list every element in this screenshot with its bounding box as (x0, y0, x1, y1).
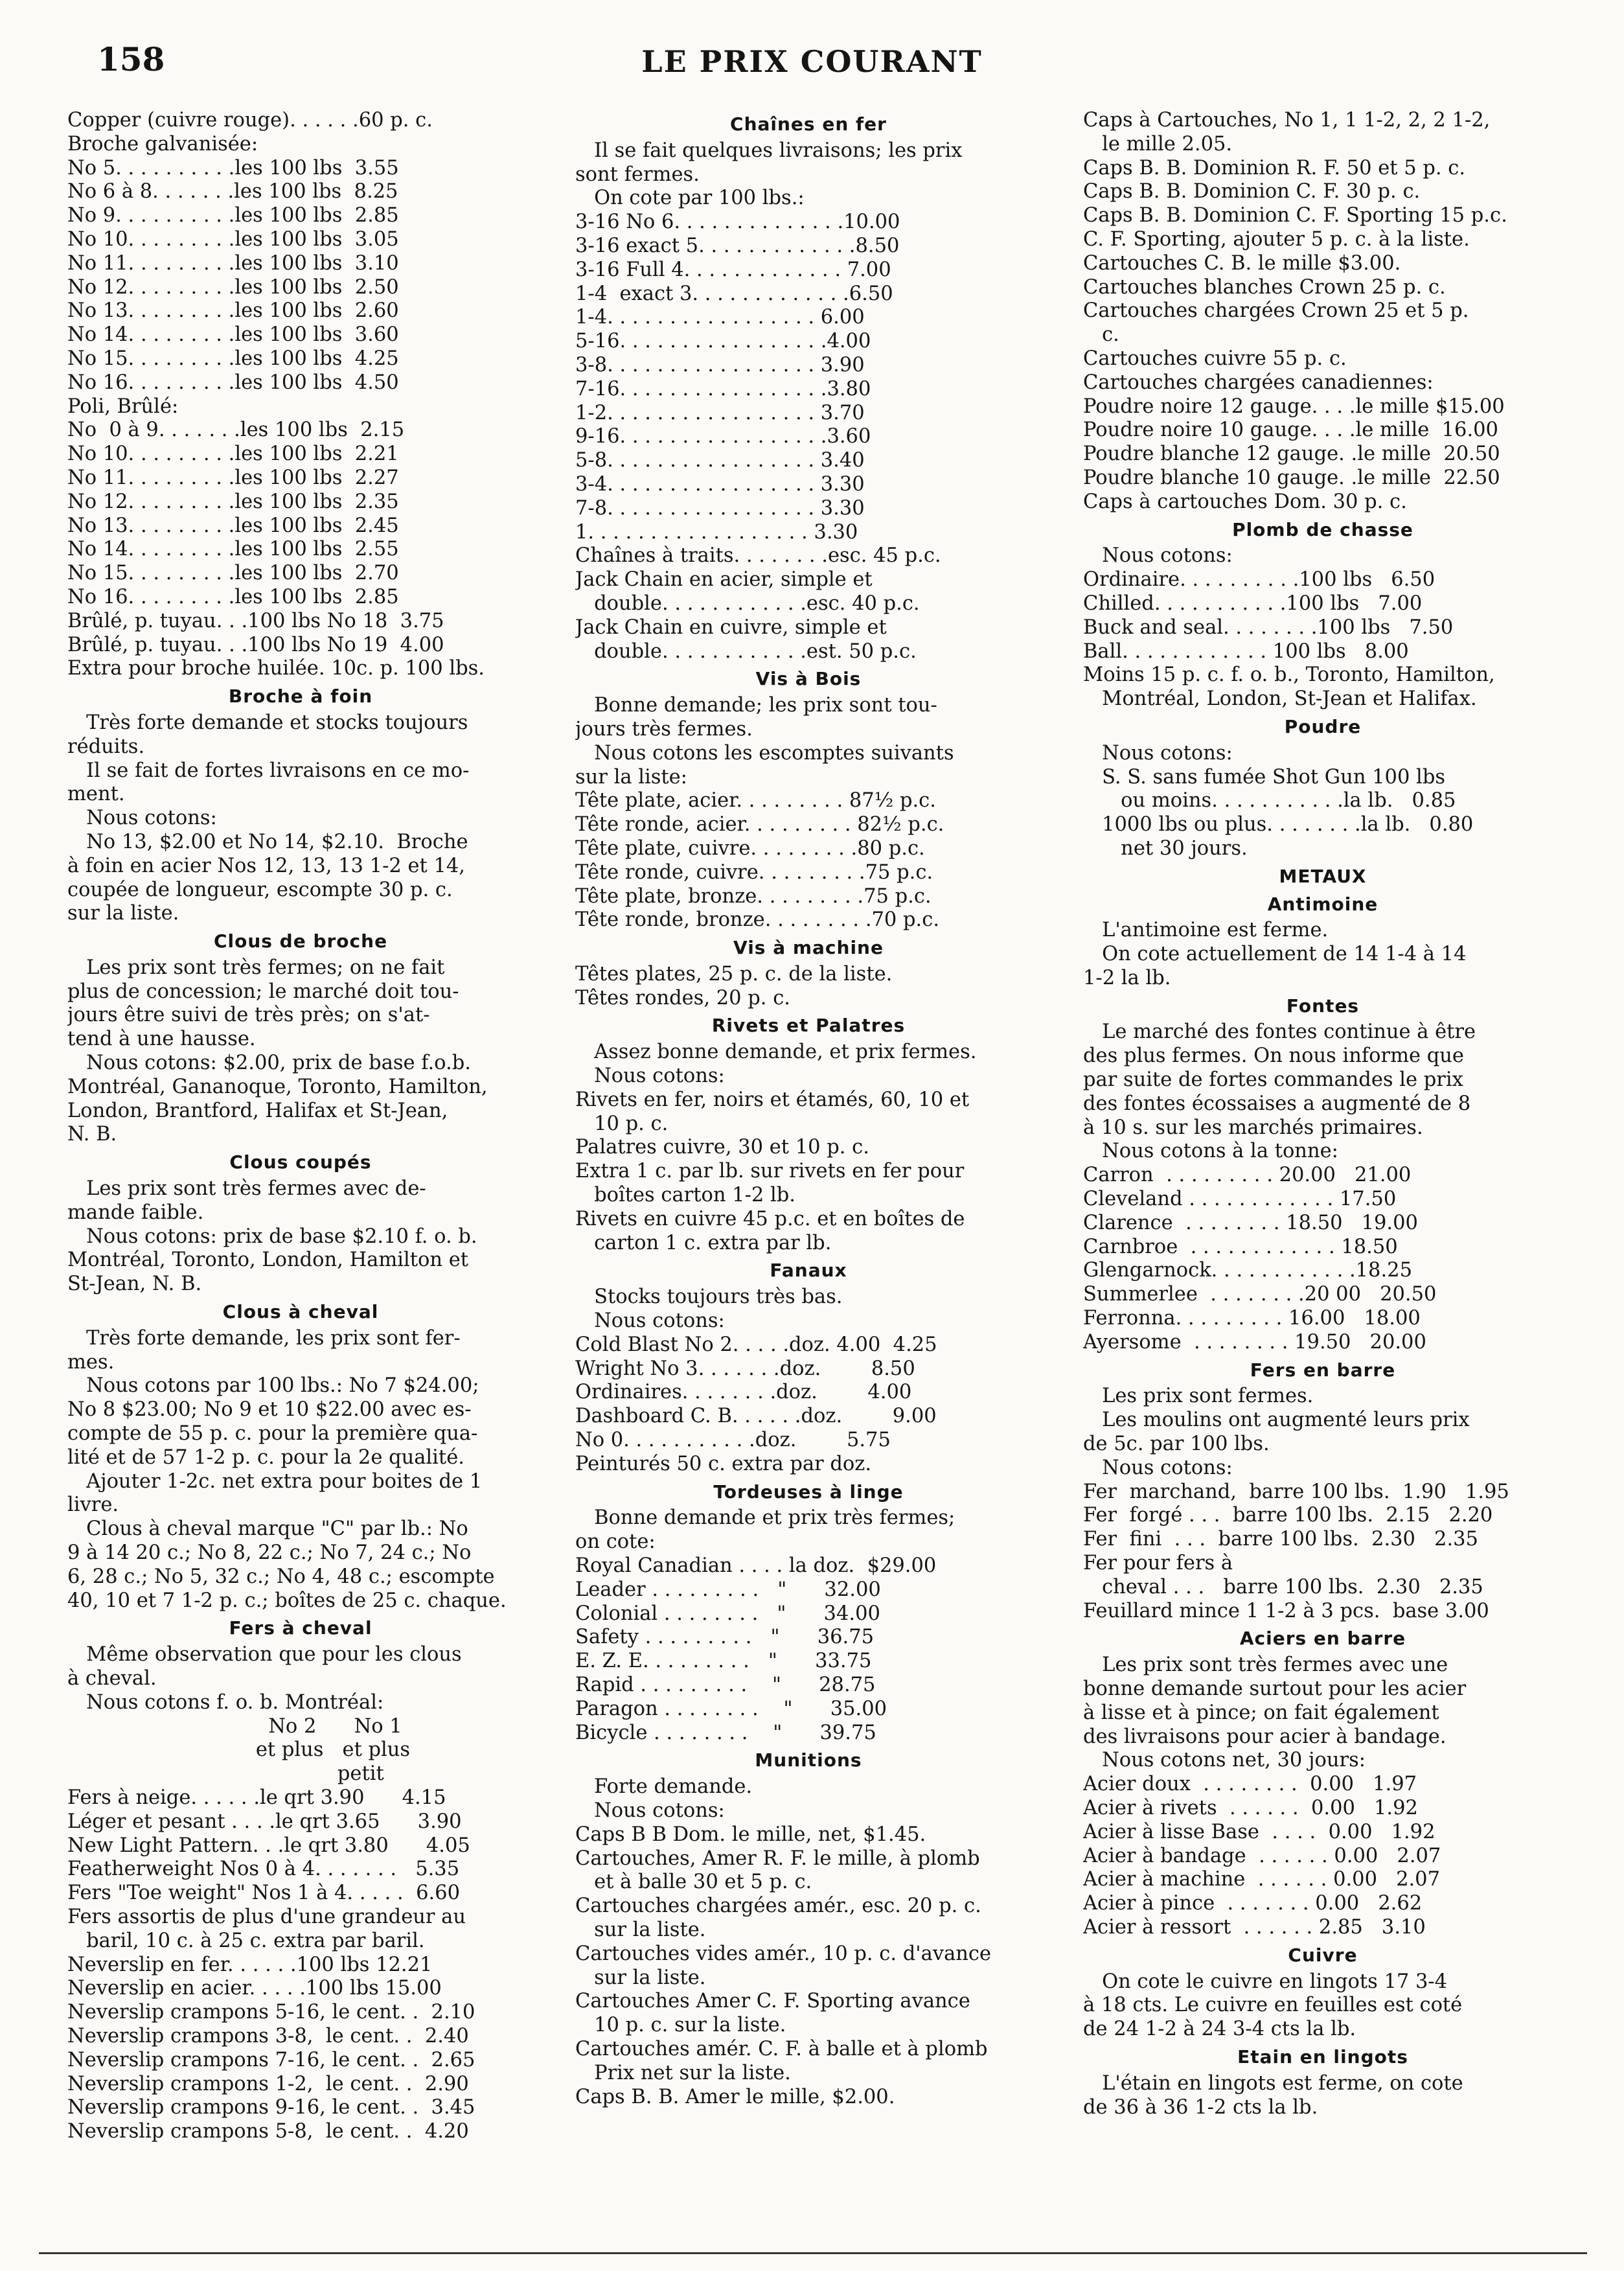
price-line: 3-8. . . . . . . . . . . . . . . . . 3.90 (575, 353, 865, 376)
price-line: Leader . . . . . . . . . " 32.00 (575, 1578, 881, 1601)
section-heading: Vis à Bois (755, 668, 862, 690)
column-2 (575, 109, 1042, 2109)
text-paragraph: Stocks toujours très bas. Nous cotons: (594, 1285, 843, 1333)
section-heading: Antimoine (1267, 893, 1378, 915)
price-line: Bicycle . . . . . . . . " 39.75 (575, 1721, 876, 1744)
text-paragraph: Bonne demande et prix très fermes; on cote: (575, 1506, 955, 1554)
text-paragraph: Très forte demande, les prix sont fer- mes. Nous cotons par 100 lbs.: No 7 $24.00; No 8 $23.00; No 9 et 10 $22.00 avec es- compte de 55 p. c. pour la première qua- lité et de 57 1-2 p. c. pour la 2e qualité. Ajouter 1-2c. net extra pour boites de 1 livre. Clous à cheval marque "C" par lb.: No 9 à 14 20 c.; No 8, 22 c.; No 7, 24 c.; No 6, 28 c.; No 5, 32 c.; No 4, 48 c.; escompte 40, 10 et 7 1-2 p. c.; boîtes de 25 c. chaque. (67, 1326, 507, 1612)
price-line: Acier à bandage . . . . . . 0.00 2.07 (1083, 1844, 1441, 1867)
price-line: No 0 à 9. . . . . . .les 100 lbs 2.15 (67, 419, 405, 442)
price-line: No 13. . . . . . . . .les 100 lbs 2.45 (67, 514, 399, 537)
text-paragraph: On cote le cuivre en lingots 17 3-4 à 18 cts. Le cuivre en feuilles est coté de 24 1-2 à 24 3-4 cts la lb. (1083, 1970, 1463, 2041)
column-3 (1083, 109, 1562, 2119)
section-heading: Vis à machine (733, 937, 884, 959)
price-line: 1-4. . . . . . . . . . . . . . . . . 6.00 (575, 306, 865, 329)
price-line: Neverslip crampons 7-16, le cent. . 2.65 (67, 2048, 475, 2071)
text-paragraph: L'étain en lingots est ferme, on cote de 36 à 36 1-2 cts la lb. (1083, 2071, 1463, 2119)
price-line: Neverslip crampons 1-2, le cent. . 2.90 (67, 2072, 469, 2095)
price-line: Neverslip crampons 5-8, le cent. . 4.20 (67, 2120, 469, 2143)
price-line: No 11. . . . . . . . .les 100 lbs 3.10 (67, 251, 399, 275)
section-heading: Poudre (1284, 715, 1362, 737)
price-line: Dashboard C. B. . . . . .doz. 9.00 (575, 1405, 937, 1428)
price-line: No 12. . . . . . . . .les 100 lbs 2.50 (67, 275, 399, 299)
text-paragraph: Fer pour fers à cheval . . . barre 100 lbs. 2.30 2.35 Feuillard mince 1 1-2 à 3 pcs. base 3.00 (1083, 1552, 1489, 1622)
price-line: 3-16 No 6. . . . . . . . . . . . . .10.00 (575, 211, 900, 234)
price-line: Copper (cuivre rouge). . . . . .60 p. c. (67, 109, 433, 132)
text-paragraph: Fers assortis de plus d'une grandeur au baril, 10 c. à 25 c. extra par baril. (67, 1905, 466, 1952)
price-line: Royal Canadian . . . . la doz. $29.00 (575, 1554, 937, 1578)
price-line: No 11. . . . . . . . .les 100 lbs 2.27 (67, 466, 399, 489)
section-heading: Fers en barre (1250, 1359, 1396, 1381)
text-paragraph: Les prix sont très fermes; on ne fait plus de concession; le marché doit tou- jours être suivi de très près; on s'at- tend à une hausse. Nous cotons: $2.00, prix de base f.o.b. Montréal, Gananoque, Toronto, Hamilton, London, Brantford, Halifax et St-Jean, N. B. (67, 956, 488, 1146)
section-heading: Etain en lingots (1237, 2046, 1408, 2068)
price-line: Brûlé, p. tuyau. . .100 lbs No 19 4.00 (67, 633, 444, 656)
text-paragraph: Même observation que pour les clous à cheval. Nous cotons f. o. b. Montréal: No 2 No 1 et plus et plus petit (67, 1643, 462, 1786)
text-paragraph: Il se fait quelques livraisons; les prix sont fermes. On cote par 100 lbs.: (575, 139, 963, 210)
price-line: 5-8. . . . . . . . . . . . . . . . . 3.40 (575, 449, 865, 472)
price-line: No 5. . . . . . . . . .les 100 lbs 3.55 (67, 156, 399, 179)
section-heading: Aciers en barre (1239, 1628, 1406, 1650)
section-heading: Munitions (755, 1749, 862, 1771)
section-heading: Fers à cheval (229, 1617, 372, 1639)
price-line: Fer marchand, barre 100 lbs. 1.90 1.95 (1083, 1480, 1509, 1503)
price-line: Peinturés 50 c. extra par doz. (575, 1452, 872, 1475)
price-line: Ball. . . . . . . . . . . . 100 lbs 8.00 (1083, 640, 1409, 663)
price-line: Featherweight Nos 0 à 4. . . . . . . 5.35 (67, 1858, 460, 1881)
bottom-rule (39, 2252, 1587, 2254)
price-line: Neverslip crampons 9-16, le cent. . 3.45 (67, 2096, 475, 2119)
price-line: No 14. . . . . . . . .les 100 lbs 3.60 (67, 323, 399, 347)
section-heading: Rivets et Palatres (711, 1015, 906, 1037)
price-line: Rapid . . . . . . . . . " 28.75 (575, 1674, 876, 1696)
section-heading: Clous à cheval (222, 1301, 379, 1323)
price-line: No 12. . . . . . . . .les 100 lbs 2.35 (67, 490, 399, 513)
text-paragraph: L'antimoine est ferme. On cote actuellement de 14 1-4 à 14 1-2 la lb. (1083, 919, 1467, 989)
price-line: Fers "Toe weight" Nos 1 à 4. . . . . 6.60 (67, 1882, 460, 1905)
section-heading: Fanaux (770, 1260, 847, 1282)
section-heading: Broche à foin (228, 686, 373, 708)
price-line: No 14. . . . . . . . .les 100 lbs 2.55 (67, 538, 399, 561)
text-paragraph: Moins 15 p. c. f. o. b., Toronto, Hamilton, Montréal, London, St-Jean et Halifax. (1083, 663, 1495, 711)
price-line: Ordinaires. . . . . . . .doz. 4.00 (575, 1381, 912, 1404)
price-line: Clarence . . . . . . . . 18.50 19.00 (1083, 1211, 1418, 1234)
price-line: Carron . . . . . . . . . 20.00 21.00 (1083, 1164, 1412, 1187)
text-paragraph: Nous cotons: S. S. sans fumée Shot Gun 100 lbs ou moins. . . . . . . . . . .la lb. 0.85 1000 lbs ou plus. . . . . . . .la lb. 0.80 net 30 jours. (1102, 741, 1474, 860)
price-line: No 15. . . . . . . . .les 100 lbs 4.25 (67, 347, 399, 370)
price-line: 5-16. . . . . . . . . . . . . . . . .4.00 (575, 330, 871, 353)
price-line: No 15. . . . . . . . .les 100 lbs 2.70 (67, 562, 399, 585)
text-paragraph: Jack Chain en acier, simple et double. . . . . . . . . . . .esc. 40 p.c. Jack Chain en cuivre, simple et double. . . . . . . . . . . .est. 50 p.c. (575, 568, 920, 663)
text-paragraph: Caps à Cartouches, No 1, 1 1-2, 2, 2 1-2, le mille 2.05. Caps B. B. Dominion R. F. 50 et 5 p. c. Caps B. B. Dominion C. F. 30 p. c. Caps B. B. Dominion C. F. Sporting 15 p.c. C. F. Sporting, ajouter 5 p. c. à la liste. Cartouches C. B. le mille $3.00. Cartouches blanches Crown 25 p. c. Cartouches chargées Crown 25 et 5 p. c. Cartouches cuivre 55 p. c. Cartouches chargées canadiennes: (1083, 109, 1507, 394)
section-heading: METAUX (1279, 865, 1367, 887)
section-heading: Plomb de chasse (1232, 518, 1413, 540)
price-line: 7-16. . . . . . . . . . . . . . . . .3.80 (575, 377, 871, 400)
price-line: Poudre blanche 10 gauge. .le mille 22.50 (1083, 466, 1500, 489)
section-heading: Tordeuses à linge (713, 1481, 904, 1503)
price-line: Tête ronde, bronze. . . . . . . . .70 p.c. (575, 908, 940, 932)
price-line: 1-4 exact 3. . . . . . . . . . . . .6.50 (575, 282, 893, 305)
section-heading: Fontes (1286, 995, 1360, 1017)
section-heading: Clous de broche (213, 930, 388, 952)
price-line: Neverslip en acier. . . . .100 lbs 15.00 (67, 1977, 442, 2000)
price-line: Tête plate, bronze. . . . . . . . .75 p.c. (575, 884, 932, 908)
price-line: 7-8. . . . . . . . . . . . . . . . . 3.30 (575, 496, 865, 520)
price-line: Acier à pince . . . . . . . 0.00 2.62 (1083, 1892, 1423, 1915)
price-line: Neverslip crampons 5-16, le cent. . 2.10 (67, 2001, 475, 2024)
price-line: Neverslip crampons 3-8, le cent. . 2.40 (67, 2024, 469, 2047)
price-line: Neverslip en fer. . . . . .100 lbs 12.21 (67, 1953, 433, 1976)
text-paragraph: Les prix sont très fermes avec de- mande faible. Nous cotons: prix de base $2.10 f. o. b. Montréal, Toronto, London, Hamilton et St-Jean, N. B. (67, 1177, 477, 1296)
price-line: 3-4. . . . . . . . . . . . . . . . . 3.30 (575, 472, 865, 496)
price-line: 1-2. . . . . . . . . . . . . . . . . 3.70 (575, 401, 865, 424)
price-line: No 16. . . . . . . . .les 100 lbs 2.85 (67, 585, 399, 608)
price-line: Acier à machine . . . . . . 0.00 2.07 (1083, 1868, 1440, 1891)
text-paragraph: Les prix sont fermes. Les moulins ont augmenté leurs prix de 5c. par 100 lbs. Nous cotons: (1083, 1385, 1470, 1479)
price-line: Tête ronde, cuivre. . . . . . . . .75 p.c. (575, 860, 933, 884)
text-paragraph: Le marché des fontes continue à être des plus fermes. On nous informe que par suite de fortes commandes le prix des fontes écossaises a augmenté de 8 à 10 s. sur les marchés primaires. Nous cotons à la tonne: (1083, 1020, 1476, 1163)
page-title: LE PRIX COURANT (641, 44, 983, 79)
price-line: Chaînes à traits. . . . . . . .esc. 45 p.c. (575, 544, 941, 568)
price-line: 3-16 Full 4. . . . . . . . . . . . . 7.00 (575, 258, 891, 281)
text-paragraph: Assez bonne demande, et prix fermes. Nous cotons: Rivets en fer, noirs et étamés, 60, 10 et 10 p. c. Palatres cuivre, 30 et 10 p. c. Extra 1 c. par lb. sur rivets en fer pour boîtes carton 1-2 lb. Rivets en cuivre 45 p.c. et en boîtes de carton 1 c. extra par lb. (575, 1041, 977, 1254)
price-line: Colonial . . . . . . . . " 34.00 (575, 1602, 880, 1625)
price-line: Léger et pesant . . . .le qrt 3.65 3.90 (67, 1810, 462, 1833)
price-line: Poli, Brûlé: (67, 395, 179, 418)
price-line: Tête plate, acier. . . . . . . . . 87½ p.c. (575, 789, 936, 813)
section-heading: Cuivre (1288, 1944, 1358, 1966)
price-line: Safety . . . . . . . . . " 36.75 (575, 1626, 875, 1649)
price-line: Fer fini . . . barre 100 lbs. 2.30 2.35 (1083, 1528, 1478, 1551)
price-line: New Light Pattern. . .le qrt 3.80 4.05 (67, 1834, 470, 1857)
price-line: Ferronna. . . . . . . . . 16.00 18.00 (1083, 1307, 1421, 1330)
price-line: Cold Blast No 2. . . . .doz. 4.00 4.25 (575, 1333, 937, 1356)
price-line: Buck and seal. . . . . . . .100 lbs 7.50 (1083, 616, 1454, 639)
price-line: Chilled. . . . . . . . . . .100 lbs 7.00 (1083, 592, 1423, 615)
price-line: No 0. . . . . . . . . . .doz. 5.75 (575, 1429, 891, 1452)
price-line: Glengarnock. . . . . . . . . . . .18.25 (1083, 1259, 1412, 1282)
text-paragraph: Les prix sont très fermes avec une bonne demande surtout pour les acier à lisse et à pince; on fait également des livraisons pour acier à bandage. Nous cotons net, 30 jours: (1083, 1654, 1467, 1772)
price-line: Tête ronde, acier. . . . . . . . . 82½ p.c. (575, 813, 944, 836)
price-line: Poudre blanche 12 gauge. .le mille 20.50 (1083, 443, 1500, 466)
price-line: Ordinaire. . . . . . . . . .100 lbs 6.50 (1083, 568, 1435, 592)
price-line: Acier doux . . . . . . . . 0.00 1.97 (1083, 1773, 1417, 1796)
price-line: Brûlé, p. tuyau. . .100 lbs No 18 3.75 (67, 609, 444, 632)
text-paragraph: Forte demande. Nous cotons: Caps B B Dom. le mille, net, $1.45. Cartouches, Amer R. F. le mille, à plomb et à balle 30 et 5 p. c. Cartouches chargées amér., esc. 20 p. c. sur la liste. Cartouches vides amér., 10 p. c. d'avance sur la liste. Cartouches Amer C. F. Sporting avance 10 p. c. sur la liste. Cartouches amér. C. F. à balle et à plomb Prix net sur la liste. Caps B. B. Amer le mille, $2.00. (575, 1775, 992, 2108)
price-line: Fers à neige. . . . . .le qrt 3.90 4.15 (67, 1786, 446, 1809)
price-line: Extra pour broche huilée. 10c. p. 100 lbs. (67, 657, 485, 680)
price-line: Broche galvanisée: (67, 132, 258, 156)
price-line: Tête plate, cuivre. . . . . . . . .80 p.c. (575, 836, 925, 860)
price-line: No 6 à 8. . . . . . .les 100 lbs 8.25 (67, 180, 398, 203)
price-line: Acier à lisse Base . . . . 0.00 1.92 (1083, 1820, 1435, 1843)
price-line: No 10. . . . . . . . .les 100 lbs 3.05 (67, 227, 399, 251)
price-line: 1. . . . . . . . . . . . . . . . . . 3.30 (575, 520, 858, 544)
price-line: Acier à rivets . . . . . . 0.00 1.92 (1083, 1796, 1418, 1819)
price-line: Poudre noire 10 gauge. . . .le mille 16.00 (1083, 419, 1498, 442)
price-line: Cleveland . . . . . . . . . . . . 17.50 (1083, 1188, 1397, 1211)
text-paragraph: Nous cotons: (1083, 544, 1233, 568)
price-line: E. Z. E. . . . . . . . . " 33.75 (575, 1650, 872, 1673)
price-line: No 16. . . . . . . . .les 100 lbs 4.50 (67, 371, 399, 394)
price-line: No 13. . . . . . . . .les 100 lbs 2.60 (67, 299, 399, 323)
text-paragraph: Bonne demande; les prix sont tou- jours très fermes. Nous cotons les escomptes suivants sur la liste: (575, 694, 954, 789)
section-heading: Chaînes en fer (730, 113, 887, 135)
price-line: Ayersome . . . . . . . . 19.50 20.00 (1083, 1330, 1426, 1354)
price-line: Summerlee . . . . . . . .20 00 20.50 (1083, 1283, 1437, 1306)
section-heading: Clous coupés (229, 1151, 372, 1173)
text-paragraph: Très forte demande et stocks toujours réduits. Il se fait de fortes livraisons en ce mo- ment. Nous cotons: No 13, $2.00 et No 14, $2.10. Broche à foin en acier Nos 12, 13, 13 1-2 et 14, coupée de longueur, escompte 30 p. c. sur la liste. (67, 711, 470, 925)
page-number: 158 (97, 40, 165, 78)
price-line: Fer forgé . . . barre 100 lbs. 2.15 2.20 (1083, 1504, 1493, 1527)
price-line: Caps à cartouches Dom. 30 p. c. (1083, 490, 1407, 513)
price-line: Paragon . . . . . . . . " 35.00 (575, 1697, 887, 1720)
price-line: Poudre noire 12 gauge. . . .le mille $15.00 (1083, 395, 1505, 418)
price-line: Carnbroe . . . . . . . . . . . . 18.50 (1083, 1235, 1398, 1258)
price-line: Acier à ressort . . . . . . 2.85 3.10 (1083, 1915, 1426, 1939)
price-line: 9-16. . . . . . . . . . . . . . . . .3.60 (575, 425, 871, 448)
column-1 (67, 109, 534, 2144)
text-paragraph: Têtes plates, 25 p. c. de la liste. Têtes rondes, 20 p. c. (575, 962, 893, 1009)
price-line: No 9. . . . . . . . . .les 100 lbs 2.85 (67, 204, 399, 227)
price-line: No 10. . . . . . . . .les 100 lbs 2.21 (67, 443, 399, 466)
page-header (0, 40, 1624, 86)
price-line: 3-16 exact 5. . . . . . . . . . . . .8.50 (575, 234, 900, 257)
price-line: Wright No 3. . . . . . .doz. 8.50 (575, 1357, 915, 1380)
